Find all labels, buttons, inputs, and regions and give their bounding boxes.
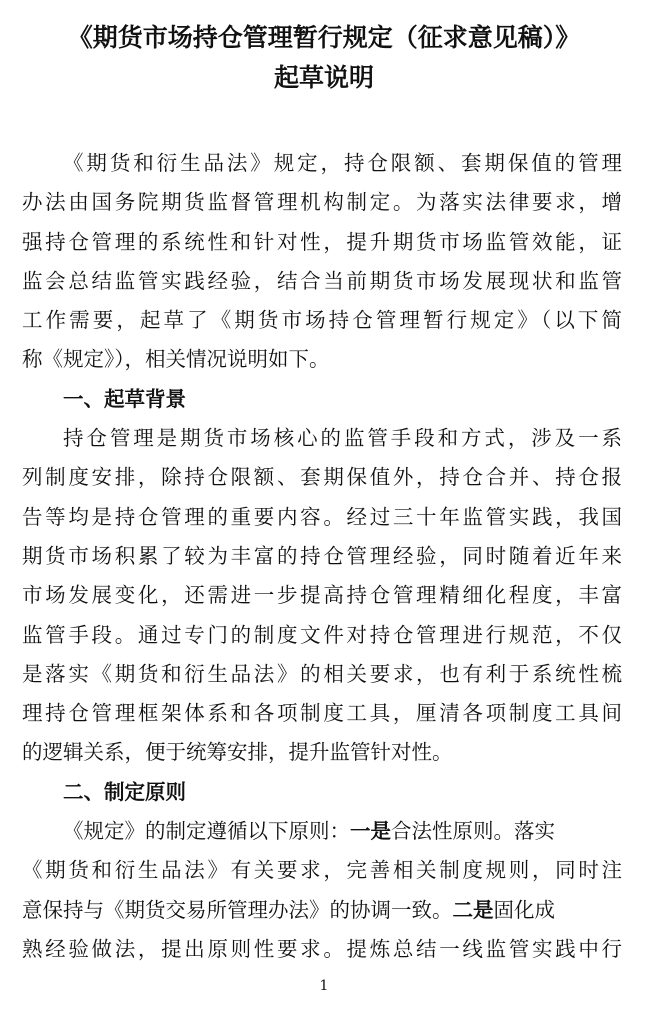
section1-line: 市场发展变化，还需进一步提高持仓管理精细化程度，丰富 bbox=[22, 583, 622, 608]
section2-line: 熟经验做法，提出原则性要求。提炼总结一线监管实践中行 bbox=[22, 936, 622, 961]
intro-line: 称《规定》），相关情况说明如下。 bbox=[22, 347, 330, 372]
section1-line: 告等均是持仓管理的重要内容。经过三十年监管实践，我国 bbox=[22, 504, 622, 529]
section1-line: 是落实《期货和衍生品法》的相关要求，也有利于系统性梳 bbox=[22, 661, 622, 686]
intro-line: 《期货和衍生品法》规定，持仓限额、套期保值的管理 bbox=[63, 151, 622, 175]
intro-line: 监会总结监管实践经验，结合当前期货市场发展现状和监管 bbox=[22, 268, 622, 293]
section1-line: 监管手段。通过专门的制度文件对持仓管理进行规范，不仅 bbox=[22, 622, 622, 647]
section1-line: 持仓管理是期货市场核心的监管手段和方式，涉及一系 bbox=[63, 426, 622, 451]
section-heading-principles: 二、制定原则 bbox=[63, 779, 186, 804]
section1-line: 的逻辑关系，便于统筹安排，提升监管针对性。 bbox=[22, 740, 453, 765]
intro-line: 强持仓管理的系统性和针对性，提升期货市场监管效能，证 bbox=[22, 229, 622, 254]
section2-text: 固化成 bbox=[493, 897, 555, 922]
intro-line: 工作需要，起草了《期货市场持仓管理暂行规定》（以下简 bbox=[22, 308, 622, 333]
document-body bbox=[22, 144, 622, 969]
document-title: 《期货市场持仓管理暂行规定（征求意见稿）》 bbox=[67, 23, 581, 52]
section1-line: 期货市场积累了较为丰富的持仓管理经验，同时随着近年来 bbox=[22, 543, 622, 568]
section2-text: 意保持与《期货交易所管理办法》的协调一致。 bbox=[22, 897, 453, 922]
intro-line: 办法由国务院期货监督管理机构制定。为落实法律要求，增 bbox=[22, 190, 622, 215]
page-number: 1 bbox=[319, 978, 329, 994]
section2-line: 《期货和衍生品法》有关要求，完善相关制度规则，同时注 bbox=[22, 858, 622, 883]
section1-line: 列制度安排，除持仓限额、套期保值外，持仓合并、持仓报 bbox=[22, 465, 622, 490]
section2-text: 《规定》的制定遵循以下原则： bbox=[63, 819, 350, 844]
principle-marker-first: 一是 bbox=[350, 819, 391, 844]
section-heading-background: 一、起草背景 bbox=[63, 386, 186, 411]
section2-text: 合法性原则。落实 bbox=[391, 819, 555, 844]
section2-line bbox=[22, 891, 622, 930]
section1-line: 理持仓管理框架体系和各项制度工具，厘清各项制度工具间 bbox=[22, 701, 622, 726]
document-subtitle: 起草说明 bbox=[273, 63, 374, 92]
principle-marker-second: 二是 bbox=[452, 897, 494, 922]
section2-line bbox=[22, 812, 622, 851]
